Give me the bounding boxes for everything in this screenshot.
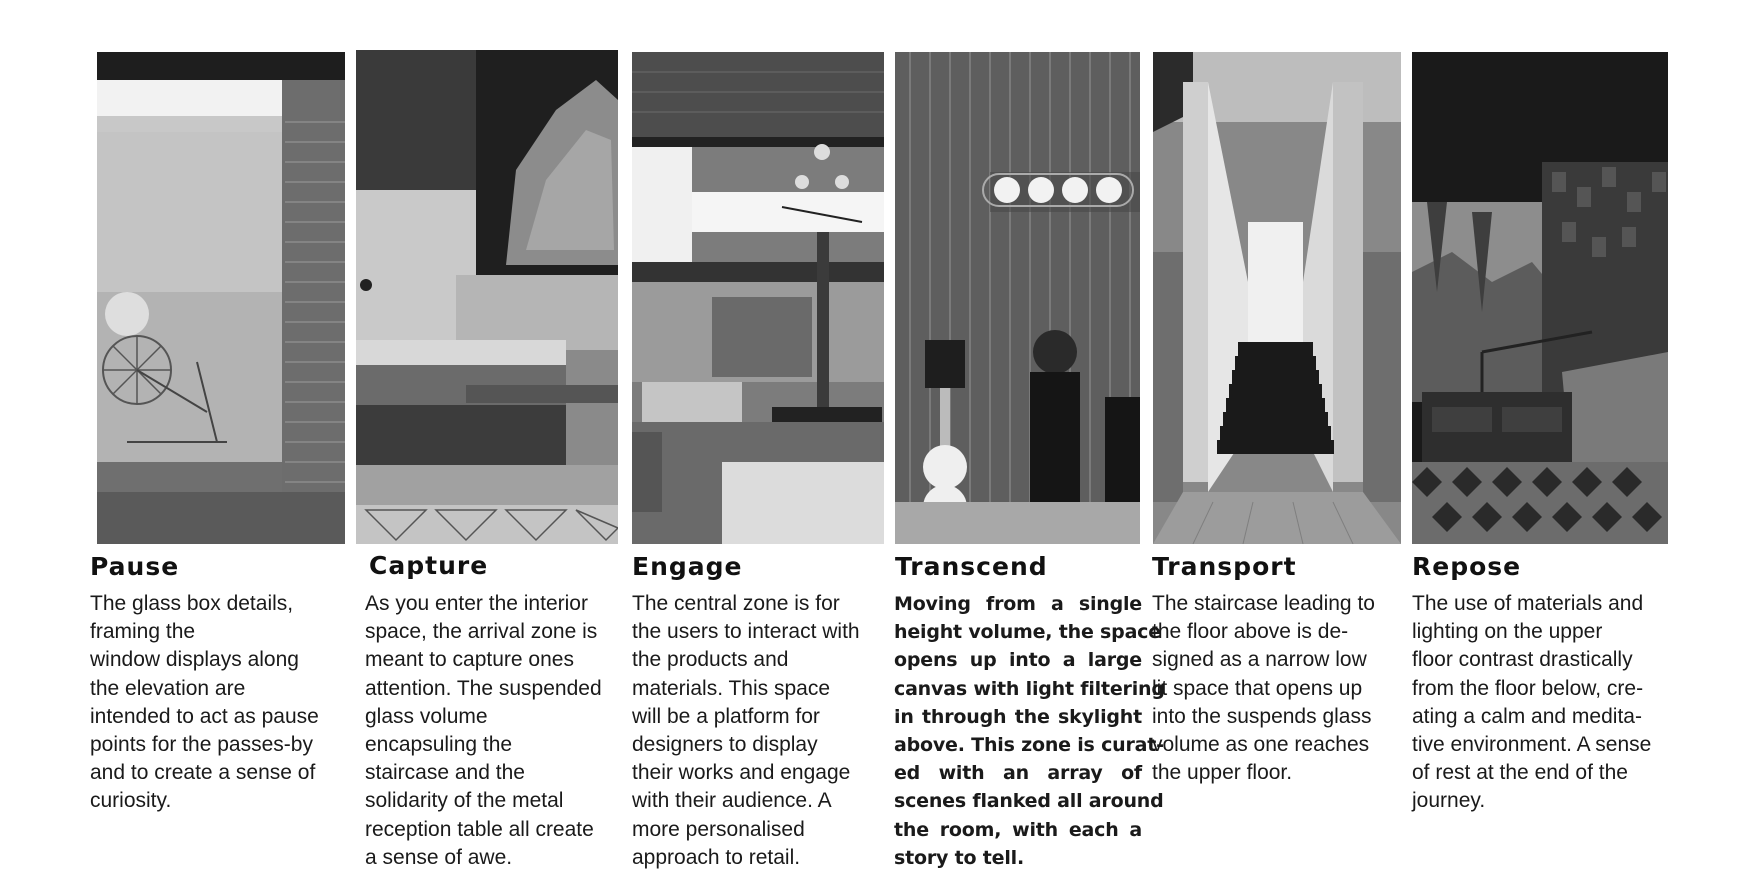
engage-description-line: more personalised: [632, 817, 805, 841]
capture-description-line: meant to capture ones: [365, 648, 574, 672]
engage-render-image: [632, 52, 884, 544]
transport-description-line: the floor above is de-: [1152, 620, 1349, 644]
pause-description-line: framing the: [90, 620, 196, 644]
transcend-description-line: story to tell.: [894, 846, 1024, 869]
transcend-render-image: [895, 52, 1140, 544]
engage-description-line: their works and engage: [632, 761, 851, 785]
pause-description-line: points for the passes-by: [90, 733, 313, 757]
capture-description-line: solidarity of the metal: [365, 789, 564, 813]
capture-description-line: reception table all create: [365, 817, 594, 841]
repose-description-line: journey.: [1412, 789, 1486, 813]
transport-description-line: volume as one reaches: [1152, 733, 1370, 757]
capture-description-line: space, the arrival zone is: [365, 620, 598, 644]
repose-description-line: lighting on the upper: [1412, 620, 1603, 644]
transport-description-line: into the suspends glass: [1152, 704, 1372, 728]
engage-description-line: approach to retail.: [632, 845, 801, 869]
capture-description-line: a sense of awe.: [365, 845, 513, 869]
transport-render-image: [1153, 52, 1401, 544]
transcend-description-line: the room, with each a: [894, 818, 1142, 841]
transcend-description-line: height volume, the space: [894, 621, 1161, 644]
capture-render-image: [356, 50, 618, 544]
transcend-title: Transcend: [895, 552, 1048, 581]
transcend-description-line: Moving from a single: [894, 593, 1142, 615]
repose-description-line: of rest at the end of the: [1412, 761, 1628, 785]
capture-description-line: staircase and the: [365, 761, 525, 785]
transport-description-line: lit space that opens up: [1152, 676, 1363, 700]
capture-description-line: attention. The suspended: [365, 676, 602, 700]
transport-description-line: signed as a narrow low: [1152, 648, 1367, 672]
transcend-description-line: canvas with light filtering: [894, 677, 1165, 700]
pause-description-line: and to create a sense of: [90, 761, 316, 785]
repose-description-line: from the floor below, cre-: [1412, 676, 1644, 700]
engage-title: Engage: [632, 552, 743, 581]
capture-description-line: As you enter the interior: [365, 592, 588, 615]
engage-description-line: designers to display: [632, 733, 818, 757]
capture-description-line: glass volume: [365, 704, 488, 728]
transcend-description-line: scenes flanked all around: [894, 790, 1164, 813]
pause-description-line: the elevation are: [90, 676, 246, 700]
engage-description-line: the users to interact with: [632, 620, 860, 644]
transport-description-line: The staircase leading to: [1152, 592, 1375, 615]
pause-description-line: curiosity.: [90, 789, 172, 813]
capture-title: Capture: [369, 551, 489, 580]
repose-description-line: tive environment. A sense: [1412, 733, 1652, 757]
engage-description-line: with their audience. A: [632, 789, 832, 813]
transcend-description-line: in through the skylight: [894, 705, 1142, 728]
pause-description-line: window displays along: [90, 648, 299, 672]
transcend-description-line: opens up into a large: [894, 649, 1142, 672]
engage-description-line: the products and: [632, 648, 789, 672]
transcend-description: [894, 590, 1165, 872]
pause-description-line: intended to act as pause: [90, 704, 319, 728]
engage-description-line: The central zone is for: [632, 592, 840, 615]
engage-description-line: materials. This space: [632, 676, 831, 700]
pause-description: [90, 590, 340, 816]
repose-render-image: [1412, 52, 1668, 544]
pause-render-image: [97, 52, 345, 544]
repose-description-line: floor contrast drastically: [1412, 648, 1633, 672]
transport-description: [1152, 590, 1402, 787]
capture-description-line: encapsuling the: [365, 733, 513, 757]
repose-description: [1412, 590, 1667, 816]
engage-description: [632, 590, 887, 872]
engage-description-line: will be a platform for: [632, 704, 820, 728]
repose-description-line: The use of materials and: [1412, 592, 1644, 615]
capture-description: [365, 590, 620, 872]
pause-title: Pause: [90, 552, 180, 581]
transcend-description-line: ed with an array of: [894, 762, 1142, 785]
transport-description-line: the upper floor.: [1152, 761, 1293, 785]
repose-description-line: ating a calm and medita-: [1412, 704, 1642, 728]
transcend-description-line: above. This zone is curat-: [894, 734, 1164, 757]
pause-description-line: The glass box details,: [90, 592, 294, 615]
repose-title: Repose: [1412, 552, 1522, 581]
transport-title: Transport: [1152, 552, 1297, 581]
